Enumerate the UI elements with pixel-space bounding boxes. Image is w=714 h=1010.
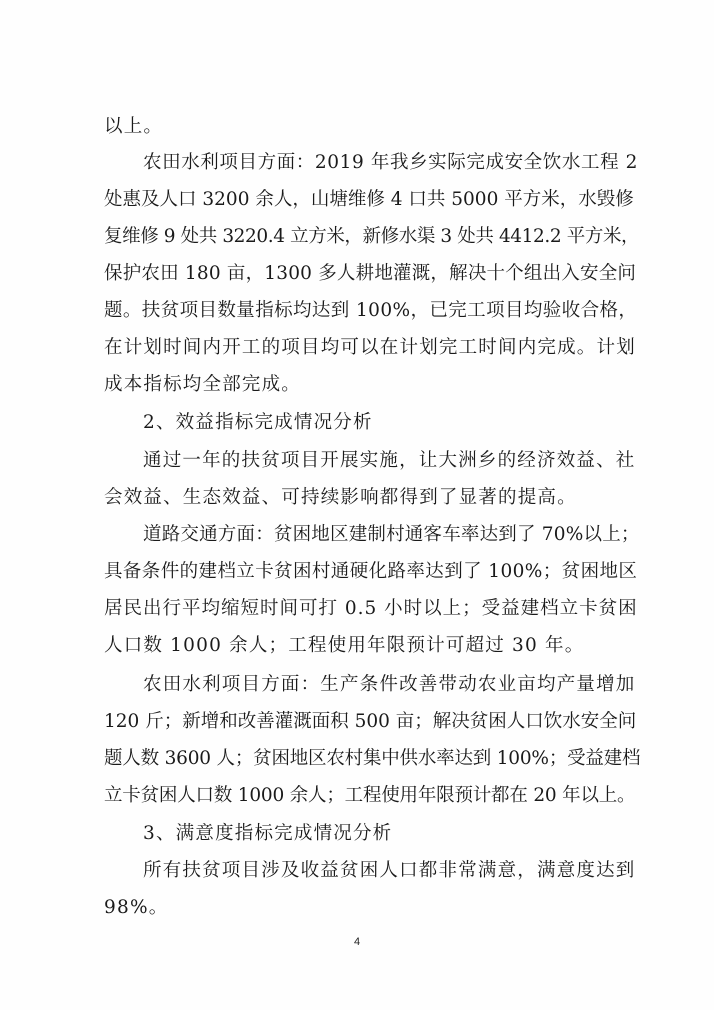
text-line: 所有扶贫项目涉及收益贫困人口都非常满意，满意度达到 bbox=[143, 860, 636, 881]
section-heading: 2、效益指标完成情况分析 bbox=[143, 412, 373, 433]
text-line: 复维修 9 处共 3220.4 立方米，新修水渠 3 处共 4412.2 平方米， bbox=[104, 226, 640, 247]
text-line: 立卡贫困人口数 1000 余人；工程使用年限预计都在 20 年以上。 bbox=[104, 785, 636, 806]
text-line: 居民出行平均缩短时间可打 0.5 小时以上；受益建档立卡贫困 bbox=[104, 598, 638, 619]
text-line: 98%。 bbox=[104, 897, 169, 918]
section-heading: 3、满意度指标完成情况分析 bbox=[143, 823, 393, 844]
page-number: 4 bbox=[353, 936, 361, 948]
text-line: 人口数 1000 余人；工程使用年限预计可超过 30 年。 bbox=[104, 635, 585, 656]
text-line: 通过一年的扶贫项目开展实施，让大洲乡的经济效益、社 bbox=[143, 450, 636, 471]
text-line: 道路交通方面：贫困地区建制村通客车率达到了 70%以上； bbox=[143, 524, 640, 545]
text-line: 题。扶贫项目数量指标均达到 100%，已完工项目均验收合格， bbox=[104, 300, 638, 321]
text-line: 在计划时间内开工的项目均可以在计划完工时间内完成。计划 bbox=[104, 337, 636, 358]
text-line: 具备条件的建档立卡贫困村通硬化路率达到了 100%；贫困地区 bbox=[104, 561, 638, 582]
text-line: 保护农田 180 亩，1300 多人耕地灌溉，解决十个组出入安全问 bbox=[104, 263, 637, 284]
text-line: 题人数 3600 人；贫困地区农村集中供水率达到 100%；受益建档 bbox=[104, 748, 641, 769]
text-line: 农田水利项目方面：2019 年我乡实际完成安全饮水工程 2 bbox=[143, 152, 639, 173]
text-line: 处惠及人口 3200 余人，山塘维修 4 口共 5000 平方米，水毁修 bbox=[104, 189, 634, 210]
text-line: 120 斤；新增和改善灌溉面积 500 亩；解决贫困人口饮水安全问 bbox=[104, 711, 637, 732]
text-line: 会效益、生态效益、可持续影响都得到了显著的提高。 bbox=[104, 487, 577, 508]
text-line: 以上。 bbox=[104, 116, 164, 137]
text-line: 成本指标均全部完成。 bbox=[104, 374, 302, 395]
text-line: 农田水利项目方面：生产条件改善带动农业亩均产量增加 bbox=[143, 674, 636, 695]
